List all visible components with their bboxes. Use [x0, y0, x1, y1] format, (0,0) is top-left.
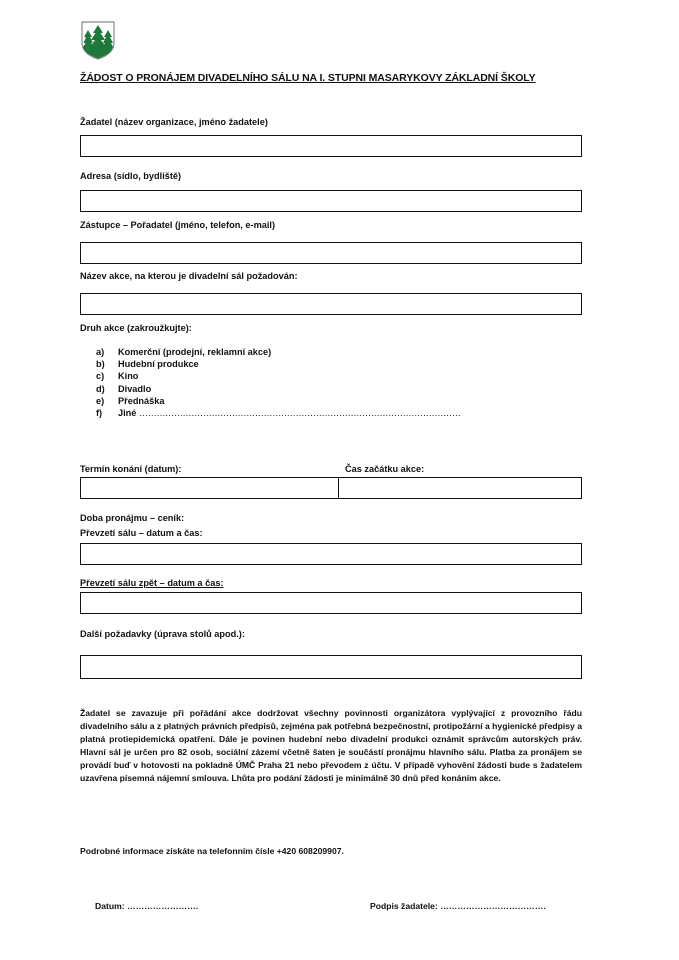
rental-duration-label: Doba pronájmu – ceník:	[80, 513, 185, 523]
event-type-option[interactable]: c) Kino	[96, 371, 139, 382]
address-input[interactable]	[81, 191, 581, 211]
date-field[interactable]	[81, 478, 339, 498]
terms-paragraph: Žadatel se zavazuje při pořádání akce dodržovat všechny povinnosti organizátora vyplývající z provozního řádu divadelního sálu a z platných právních předpisů, zejména pak potřebná bezpečnostní, protipožární a hygienické předpisy a platná protiepidemická opatření. Dále je povinen hudební nebo divadelní produkci oznámit správcům autorských práv. Hlavní sál je určen pro 82 osob, sociální zázemí včetně šaten je součástí pronájmu hlavního sálu. Platba za pronájem se provádí buď v hotovosti na pokladně ÚMČ Praha 21 nebo převodem z účtu. V případě vyhovění žádosti bude s žadatelem uzavřena písemná nájemní smlouva. Lhůta pro podání žádosti je minimálně 30 dnů před konáním akce.	[80, 708, 582, 784]
address-label: Adresa (sídlo, bydliště)	[80, 171, 182, 181]
event-name-input[interactable]	[81, 294, 581, 314]
event-name-field[interactable]	[80, 293, 582, 315]
event-name-label: Název akce, na kterou je divadelní sál požadován:	[80, 271, 298, 281]
event-type-list	[96, 346, 460, 419]
takeover-label: Převzetí sálu – datum a čas:	[80, 528, 203, 538]
representative-field[interactable]	[80, 242, 582, 264]
applicant-label: Žadatel (název organizace, jméno žadatele)	[80, 117, 268, 127]
extra-requests-input[interactable]	[81, 656, 581, 678]
event-type-option[interactable]: d) Divadlo	[96, 383, 152, 394]
takeover-field[interactable]	[80, 543, 582, 565]
representative-input[interactable]	[81, 243, 581, 263]
extra-requests-field[interactable]	[80, 655, 582, 679]
extra-requests-label: Další požadavky (úprava stolů apod.):	[80, 629, 245, 639]
contact-info: Podrobné informace získáte na telefonním čísle +420 608209907.	[80, 846, 344, 856]
applicant-input[interactable]	[81, 136, 581, 156]
signature-date[interactable]: Datum: …………………….	[95, 901, 199, 911]
start-time-field[interactable]	[339, 478, 581, 498]
takeover-input[interactable]	[81, 544, 581, 564]
representative-label: Zástupce – Pořadatel (jméno, telefon, e-mail)	[80, 220, 276, 230]
page-title: ŽÁDOST O PRONÁJEM DIVADELNÍHO SÁLU NA I. STUPNI MASARYKOVY ZÁKLADNÍ ŠKOLY	[80, 72, 536, 84]
event-type-option[interactable]: a) Komerční (prodejní, reklamní akce)	[96, 347, 272, 357]
address-field[interactable]	[80, 190, 582, 212]
applicant-field[interactable]	[80, 135, 582, 157]
event-type-option-other[interactable]: f) Jiné …………………………………………………………………………………………………	[96, 407, 461, 418]
start-time-input[interactable]	[339, 478, 585, 500]
return-label: Převzetí sálu zpět – datum a čas:	[80, 578, 224, 588]
return-field[interactable]	[80, 592, 582, 614]
start-time-label: Čas začátku akce:	[345, 464, 425, 474]
date-input[interactable]	[81, 478, 342, 500]
signature-applicant[interactable]: Podpis žadatele: ……………………………….	[370, 901, 546, 911]
event-type-option[interactable]: e) Přednáška	[96, 395, 165, 406]
coat-of-arms-icon	[80, 20, 116, 60]
date-label: Termín konání (datum):	[80, 464, 182, 474]
event-type-label: Druh akce (zakroužkujte):	[80, 323, 192, 333]
other-fill-line[interactable]: …………………………………………………………………………………………………	[138, 407, 461, 418]
date-time-row	[80, 477, 582, 499]
return-input[interactable]	[81, 593, 581, 613]
event-type-option[interactable]: b) Hudební produkce	[96, 359, 199, 370]
